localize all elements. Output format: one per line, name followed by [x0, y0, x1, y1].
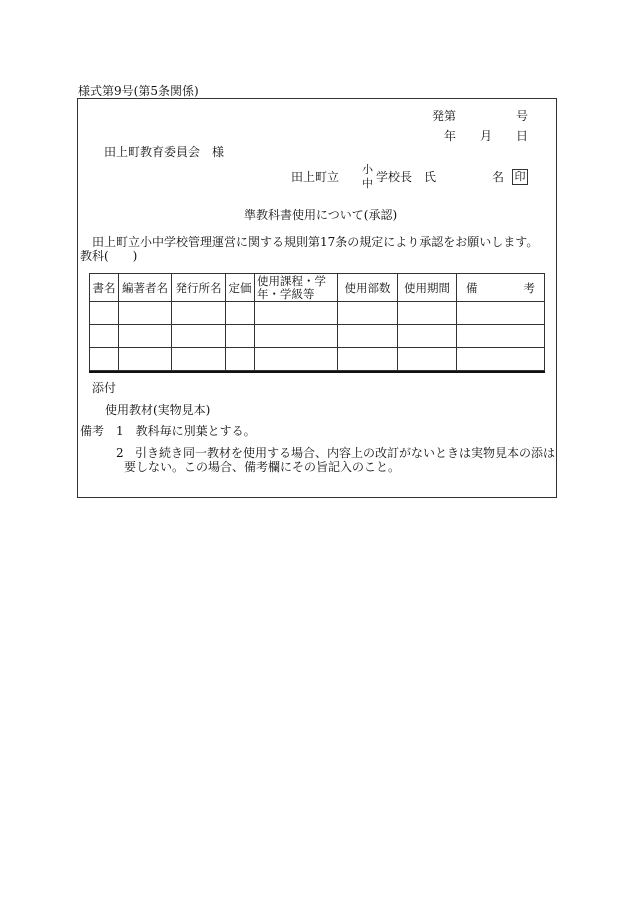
table-cell [255, 325, 338, 348]
table-cell [457, 325, 545, 348]
seal-mark [512, 169, 528, 185]
body-text: 田上町立小中学校管理運営に関する規則第17条の規定により承認をお願いします。 [92, 235, 539, 249]
subject-label: 教科( ) [80, 249, 138, 263]
table-cell [398, 325, 457, 348]
table-bottom-rule [89, 371, 545, 373]
document-title: 準教科書使用について(承認) [244, 208, 398, 222]
table-cell [398, 302, 457, 325]
table-row [90, 325, 545, 348]
header-author: 編著者名 [119, 274, 172, 302]
table-cell [90, 348, 119, 371]
date-month: 月 [480, 129, 493, 143]
addressee: 田上町教育委員会 様 [104, 145, 225, 159]
table-cell [398, 348, 457, 371]
header-title: 書名 [90, 274, 119, 302]
attachment-label: 添付 [92, 381, 117, 395]
table-cell [119, 348, 172, 371]
seal-box: 印 [512, 169, 528, 185]
header-publisher: 発行所名 [172, 274, 226, 302]
note-1: 1 教科毎に別葉とする。 [116, 424, 256, 438]
notes-label: 備考 [80, 424, 105, 438]
table-cell [226, 348, 255, 371]
textbook-table [89, 273, 545, 371]
principal-title: 学校長 氏 [376, 170, 437, 184]
table-cell [457, 302, 545, 325]
date-year: 年 [444, 129, 457, 143]
name-label: 名 [492, 170, 505, 184]
table-cell [255, 348, 338, 371]
form-label: 様式第9号(第5条関係) [78, 84, 199, 98]
table-cell [172, 348, 226, 371]
header-course: 使用課程・学年・学級等 [255, 274, 338, 302]
school-type-upper: 小 [362, 163, 373, 176]
sender-town: 田上町立 [291, 170, 340, 184]
date-day: 日 [516, 129, 529, 143]
table-cell [226, 325, 255, 348]
header-price: 定価 [226, 274, 255, 302]
table-cell [90, 325, 119, 348]
table-cell [338, 325, 398, 348]
table-row [90, 302, 545, 325]
school-type-lower: 中 [362, 177, 373, 190]
table-cell [226, 302, 255, 325]
table-cell [255, 302, 338, 325]
table-cell [119, 325, 172, 348]
table-row [90, 348, 545, 371]
header-remarks: 備 考 [457, 274, 545, 302]
attachment-item: 使用教材(実物見本) [105, 403, 211, 417]
table-cell [338, 302, 398, 325]
doc-number-suffix: 号 [516, 109, 529, 123]
doc-number-prefix: 発第 [432, 109, 457, 123]
table-cell [172, 325, 226, 348]
note-2-number: 2 [116, 446, 124, 460]
header-copies: 使用部数 [338, 274, 398, 302]
table-cell [119, 302, 172, 325]
table-cell [90, 302, 119, 325]
table-cell [457, 348, 545, 371]
table-header-row [90, 274, 545, 302]
table-cell [338, 348, 398, 371]
note-2-line-2: 要しない。この場合、備考欄にその旨記入のこと。 [124, 460, 401, 474]
note-2-line-1: 引き続き同一教材を使用する場合、内容上の改訂がないときは実物見本の添は [135, 446, 556, 460]
table-cell [172, 302, 226, 325]
header-period: 使用期間 [398, 274, 457, 302]
